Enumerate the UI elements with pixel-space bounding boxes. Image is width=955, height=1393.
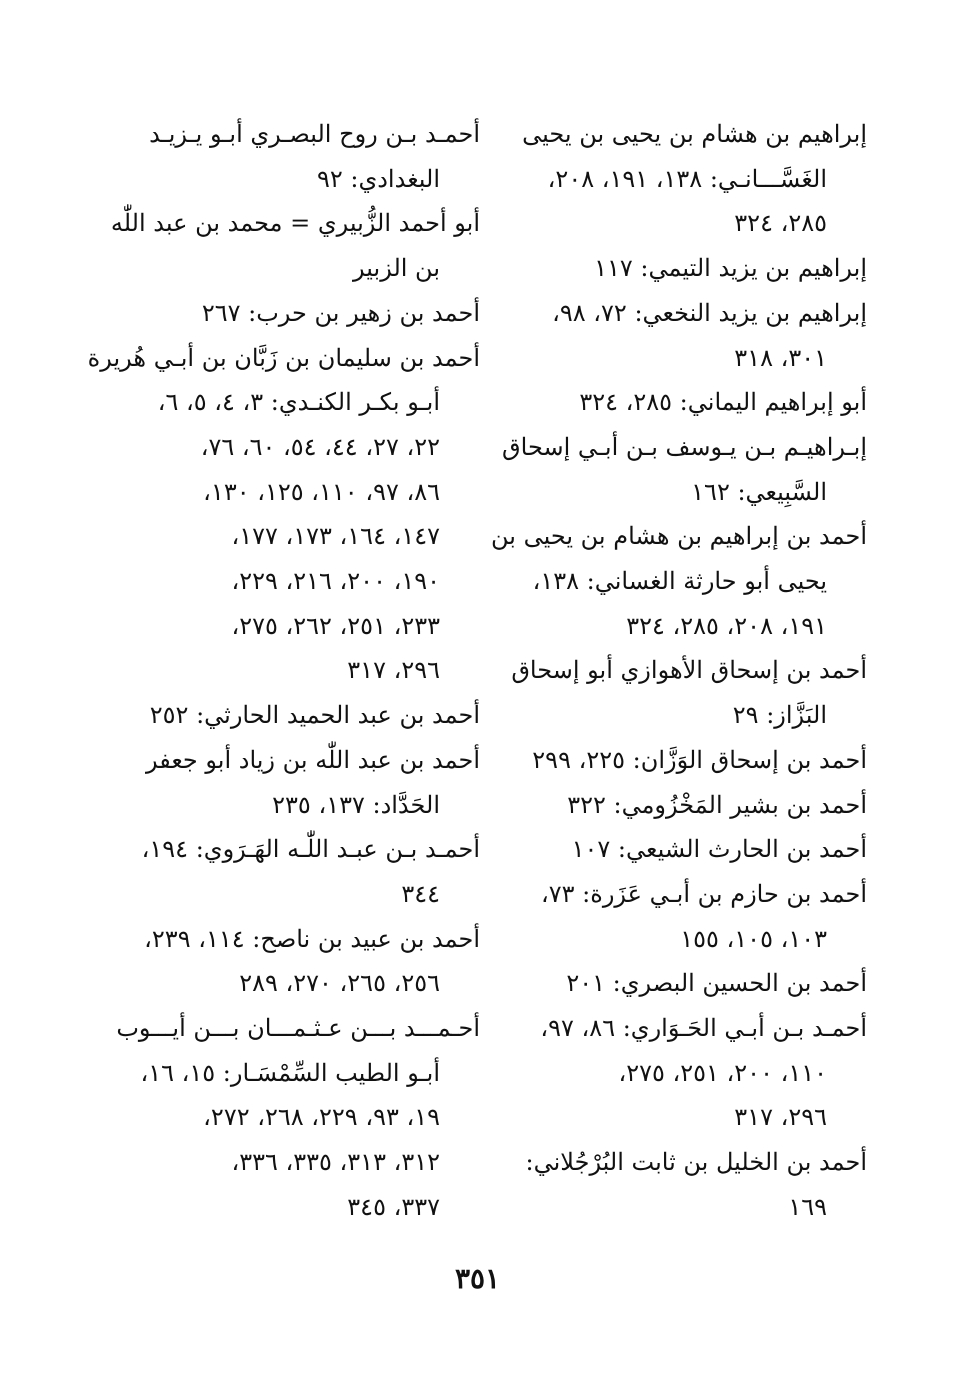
index-entry-continuation-line: ٣٠١، ٣١٨ (734, 343, 827, 372)
index-entry-continuation-line: السَّبِيعي: ١٦٢ (691, 477, 827, 506)
index-entry-continuation-line: أبـو بكـر الكنـدي: ٣، ٤، ٥، ٦، (157, 388, 440, 417)
index-entry-continuation-line: ٢٩٦، ٣١٧ (734, 1103, 827, 1132)
index-entry-continuation-line: أبـو الطيب السِّمْسَـار: ١٥، ١٦، (140, 1058, 440, 1087)
index-entry (138, 738, 480, 827)
index-entry-heading-line: أحمـد بـن عبـد اللّٰـه الهَـرَوي: ١٩٤، (141, 835, 480, 864)
index-entry-continuation-line: ٢٨٥، ٣٢٤ (734, 209, 827, 238)
index-entry (110, 201, 480, 290)
index-entry-heading-line: أحمد بن الخليل بن ثابت البُرْجُلاني: (525, 1148, 867, 1177)
index-entry (525, 827, 867, 872)
index-entry-heading-line: أحمد بن سليمان بن زَبَّان بن أبـي هُريرة (87, 343, 480, 372)
index-entry (525, 380, 867, 425)
index-entry-heading-line: أحمد بن الحارث الشيعي: ١٠٧ (571, 835, 867, 864)
index-entry (502, 425, 867, 514)
index-entry-heading-line: أحمد بن عبد اللّٰه بن زياد أبو جعفر (145, 745, 480, 774)
index-entry (525, 961, 867, 1006)
index-entry (525, 738, 867, 783)
index-entry (522, 112, 867, 246)
index-entry-continuation-line: ٢٥٦، ٢٦٥، ٢٧٠، ٢٨٩ (239, 969, 440, 998)
index-entry-continuation-line: ١٤٧، ١٦٤، ١٧٣، ١٧٧، (231, 522, 440, 551)
index-entry-heading-line: إبراهيم بن يزيد النخعي: ٧٢، ٩٨، (552, 298, 867, 327)
index-entry-heading-line: إبراهيم بن هشام بن يحيى بن يحيى (522, 120, 867, 148)
index-entry-heading-line: أحمد بن إسحاق الأهوازي أبو إسحاق (511, 656, 867, 685)
index-entry-heading-line: أحمـد بـن أبـي الحَـوَاري: ٨٦، ٩٧، (540, 1014, 867, 1043)
index-entry (525, 1140, 867, 1229)
index-entry-heading-line: أحمد بن بشير المَخْزُومي: ٣٢٢ (567, 790, 867, 819)
index-column-right (491, 112, 867, 1230)
index-entry-continuation-line: بن الزبير (353, 254, 440, 283)
index-entry-continuation-line: ١٩٠، ٢٠٠، ٢١٦، ٢٢٩، (231, 567, 440, 596)
index-entry-continuation-line: الحَدَّاد: ١٣٧، ٢٣٥ (272, 790, 440, 819)
index-entry-continuation-line: ١١٠، ٢٠٠، ٢٥١، ٢٧٥، (618, 1058, 827, 1087)
index-entry (138, 693, 480, 738)
index-column-left (87, 112, 480, 1230)
index-entry-continuation-line: ١٠٣، ١٠٥، ١٥٥ (680, 924, 827, 953)
index-entry-continuation-line: الغَسَّـــانـي: ١٣٨، ١٩١، ٢٠٨، (547, 164, 827, 193)
index-entry (525, 872, 867, 961)
index-entry-heading-line: أحمد بن الحسين البصري: ٢٠١ (566, 969, 867, 998)
index-entry-heading-line: أبو إبراهيم اليماني: ٢٨٥، ٣٢٤ (579, 388, 867, 417)
index-entry-continuation-line: البغدادي: ٩٢ (316, 164, 440, 193)
index-entry-continuation-line: ٢٩٦، ٣١٧ (347, 656, 440, 685)
index-entry-continuation-line: ١٩، ٩٣، ٢٢٩، ٢٦٨، ٢٧٢، (203, 1103, 440, 1132)
index-entry (511, 648, 867, 737)
index-entry (525, 291, 867, 380)
index-entry-continuation-line: ٣٣٧، ٣٤٥ (347, 1192, 440, 1221)
index-entry-continuation-line: ١٩١، ٢٠٨، ٢٨٥، ٣٢٤ (626, 611, 827, 640)
index-entry (116, 1006, 480, 1230)
index-entry (138, 291, 480, 336)
index-entry (138, 917, 480, 1006)
index-entry-heading-line: إبـراهيـم بـن يـوسف بـن أبـي إسحاق (502, 432, 867, 461)
index-entry-heading-line: أبو أحمد الزُّبيري = محمد بن عبد اللّٰه (110, 209, 480, 238)
index-entry-continuation-line: يحيى أبو حارثة الغساني: ١٣٨، (532, 567, 827, 596)
index-entry-continuation-line: ٣٤٤ (401, 879, 440, 908)
index-entry-heading-line: أحمد بن إسحاق الوَزَّان: ٢٢٥، ٢٩٩ (532, 745, 867, 774)
index-entry-continuation-line: ٨٦، ٩٧، ١١٠، ١٢٥، ١٣٠، (203, 477, 440, 506)
index-entry-heading-line: أحمـد بـن روح البصـري أبـو يـزيـد (149, 120, 480, 148)
index-entry-heading-line: أحمد بن حازم بن أبـي عَزَرة: ٧٣، (541, 879, 867, 908)
index-entry-heading-line: أحمد بن عبد الحميد الحارثي: ٢٥٢ (149, 701, 480, 730)
index-entry (491, 514, 867, 648)
page-number: ٣٥١ (454, 1262, 501, 1295)
index-entry (138, 827, 480, 916)
index-entry-continuation-line: ٢٢، ٢٧، ٤٤، ٥٤، ٦٠، ٧٦، (200, 432, 440, 461)
index-entry-heading-line: أحمد بن عبيد بن ناصح: ١١٤، ٢٣٩، (144, 924, 480, 953)
index-entry (525, 783, 867, 828)
index-entry-heading-line: أحـمـــد بـــن عـثـمـــان بـــن أيـــوب (116, 1014, 480, 1043)
index-entry (525, 1006, 867, 1140)
index-entry-heading-line: أحمد بن زهير بن حرب: ٢٦٧ (201, 298, 480, 327)
index-entry-continuation-line: البَزَّاز: ٢٩ (732, 701, 827, 730)
index-entry (525, 246, 867, 291)
index-entry-heading-line: أحمد بن إبراهيم بن هشام بن يحيى بن (491, 522, 867, 551)
index-entry-continuation-line: ٢٣٣، ٢٥١، ٢٦٢، ٢٧٥، (231, 611, 440, 640)
index-entry-continuation-line: ٣١٢، ٣١٣، ٣٣٥، ٣٣٦، (231, 1148, 440, 1177)
index-entry (138, 112, 480, 201)
index-entry-heading-line: إبراهيم بن يزيد التيمي: ١١٧ (594, 254, 867, 283)
index-entry-continuation-line: ١٦٩ (788, 1192, 827, 1221)
index-entry (87, 336, 480, 694)
